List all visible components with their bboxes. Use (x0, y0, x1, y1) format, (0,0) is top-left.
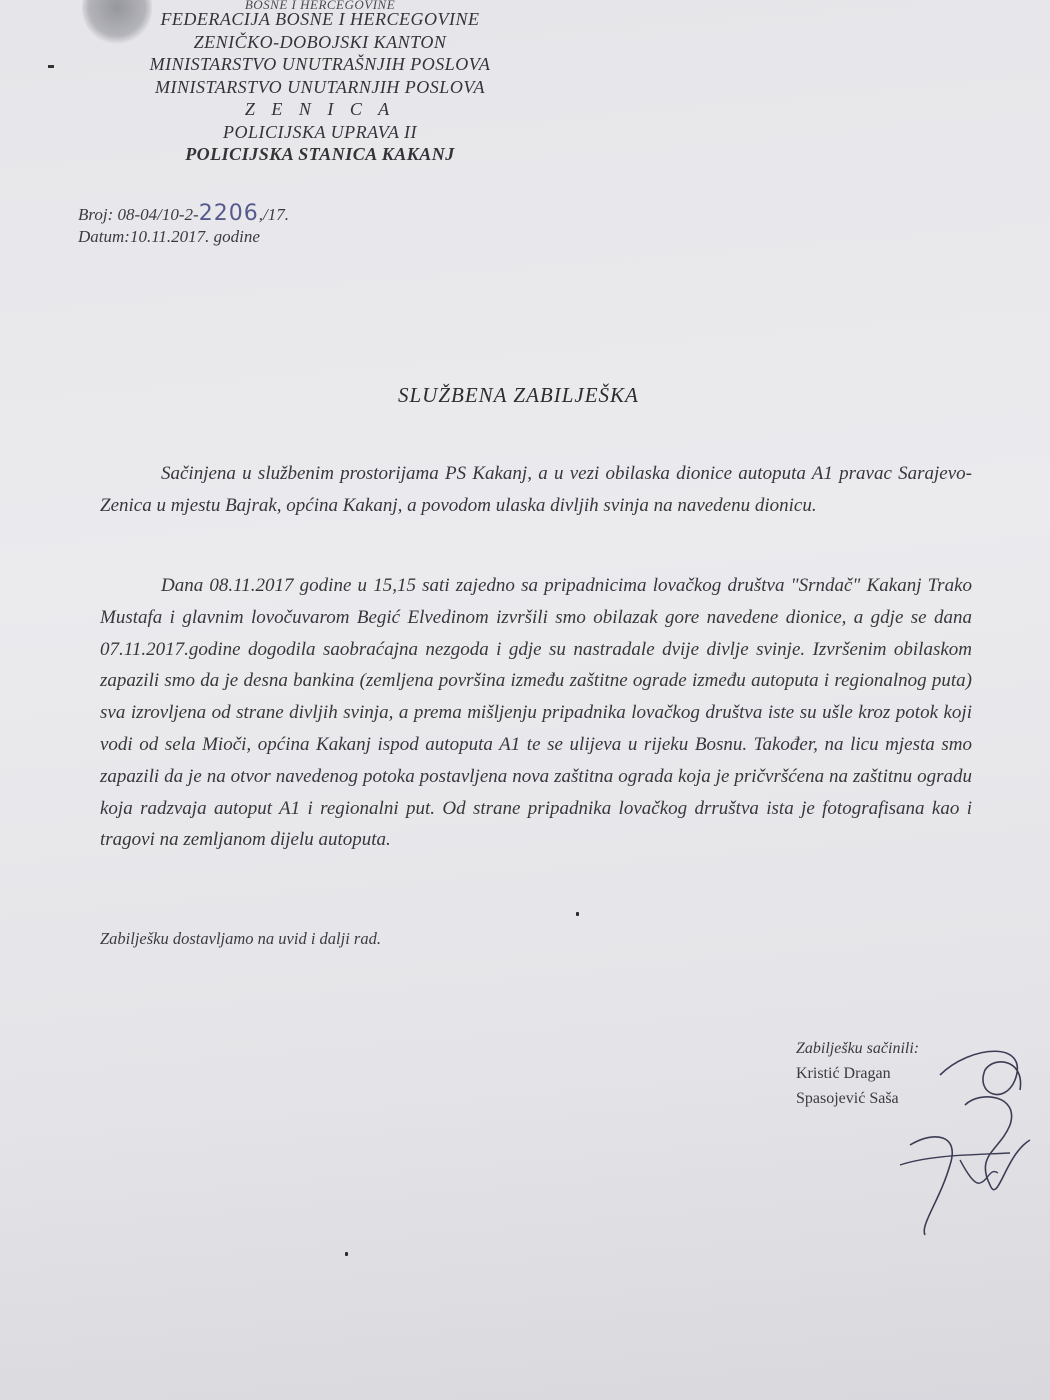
paragraph-intro: Sačinjena u službenim prostorijama PS Kakanj, a u vezi obilaska dionice autoputa A1 pravac Sarajevo-Zenica u mjestu Bajrak, općina Kakanj, a povodom ulaska divljih svinja na navedenu dionicu. (100, 463, 972, 516)
document-meta (78, 203, 289, 248)
letterhead-police-station: POLICIJSKA STANICA KAKANJ (185, 144, 455, 164)
reference-prefix: Broj: 08-04/10-2- (78, 205, 199, 224)
speck (345, 1252, 348, 1256)
document-title: SLUŽBENA ZABILJEŠKA (398, 383, 639, 407)
reference-suffix: ,/17. (258, 205, 289, 224)
letterhead (70, 2, 570, 166)
letterhead-canton: ZENIČKO-DOBOJSKI KANTON (193, 31, 447, 52)
reference-handwritten-number: 2206 (198, 201, 259, 226)
signature-heading: Zabilješku sačinili: (796, 1040, 920, 1057)
signer-name-1: Kristić Dragan (796, 1065, 891, 1082)
signer-name-2: Spasojević Saša (796, 1090, 899, 1107)
letterhead-ministry-2: MINISTARSTVO UNUTARNJIH POSLOVA (155, 76, 485, 97)
margin-mark (48, 65, 54, 68)
letterhead-ministry-1: MINISTARSTVO UNUTRAŠNJIH POSLOVA (149, 54, 491, 74)
speck (576, 912, 579, 916)
letterhead-police-admin: POLICIJSKA UPRAVA II (222, 121, 418, 142)
closing-line: Zabilješku dostavljamo na uvid i dalji rad. (100, 929, 381, 948)
handwritten-signature (880, 1035, 1040, 1235)
letterhead-line-cut: BOSNE I HERCEGOVINE (244, 0, 396, 12)
letterhead-federation: FEDERACIJA BOSNE I HERCEGOVINE (160, 9, 480, 29)
paragraph-main: Dana 08.11.2017 godine u 15,15 sati zajedno sa pripadnicima lovačkog društva "Srndač" Kakanj Trako Mustafa i glavnim lovočuvarom Begić Elvedinom izvršili smo obilazak gore navedene dionice, a gdje se dana 07.11.2017.godine dogodila saobraćajna nezgoda i gdje su nastradale dvije divlje svinje. Izvršenim obilaskom zapazili smo da je desna bankina (zemljena površina između zaštitne ograde između autoputa i regionalnog puta) sva izrovljena od strane divljih svinja, a prema mišljenju pripadnika lovačkog društva iste su ušle kroz potok koji vodi od sela Mioči, općina Kakanj ispod autoputa A1 te se ulijeva u rijeku Bosnu. Također, na licu mjesta smo zapazili da je na otvor navedenog potoka postavljena nova zaštitna ograda koja je pričvršćena na zaštitnu ogradu koja radzvaja autoput A1 i regionalni put. Od strane pripadnika lovačkog drruštva ista je fotografisana kao i tragovi na zemljanom dijelu autoputa. (100, 575, 972, 851)
document-date: Datum:10.11.2017. godine (78, 227, 260, 246)
letterhead-city: Z E N I C A (244, 99, 396, 119)
reference-number (78, 203, 289, 226)
